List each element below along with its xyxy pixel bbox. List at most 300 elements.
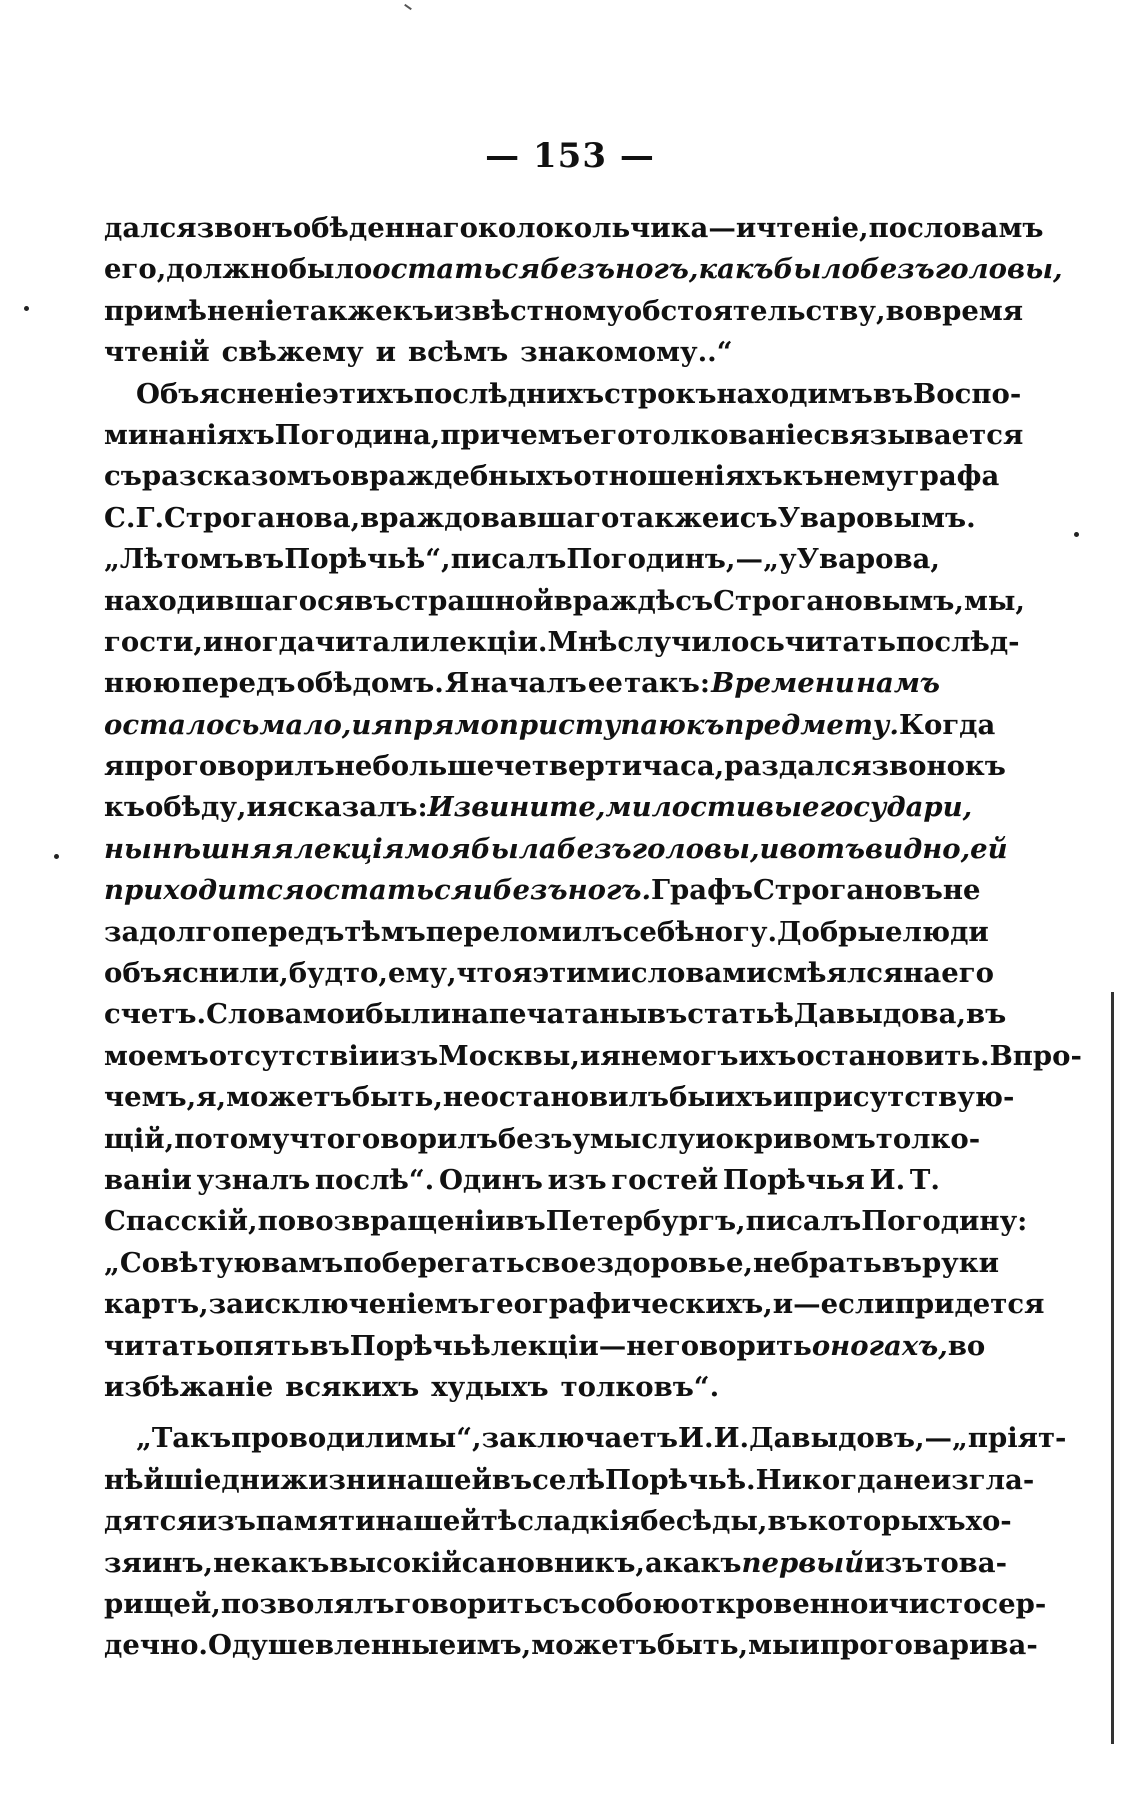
word: нынѣшняя <box>104 832 294 865</box>
word: больше <box>372 750 495 783</box>
word: Москвы, <box>438 1039 580 1072</box>
word: колокольчика—и <box>477 212 757 244</box>
word: Извините, <box>427 791 606 824</box>
text-line <box>104 332 940 373</box>
word: въ <box>881 1246 922 1279</box>
word: головы, <box>631 832 760 865</box>
word: будто, <box>288 957 388 990</box>
word: задолго <box>104 915 231 948</box>
text-line <box>104 1584 1047 1625</box>
word: остановилъ <box>480 1081 669 1114</box>
body-text <box>104 208 1082 1667</box>
text-line <box>104 994 1007 1035</box>
word: отсутствіи <box>208 1039 380 1072</box>
word: и <box>868 1587 889 1620</box>
word: тѣ <box>480 1505 518 1538</box>
word: первый <box>741 1546 865 1579</box>
word: этими <box>532 957 631 990</box>
word: лекціи. <box>430 625 548 658</box>
word: селѣ <box>532 1463 606 1496</box>
word: въ <box>767 1505 808 1538</box>
word: государи, <box>819 791 973 824</box>
word: всякихъ <box>285 1370 420 1403</box>
text-line <box>104 1119 981 1160</box>
scan-speck <box>1074 532 1079 537</box>
word: худыхъ <box>431 1370 549 1403</box>
word: — <box>735 543 764 576</box>
word: Г. <box>135 501 165 534</box>
word: дечно. <box>104 1629 208 1662</box>
word: дался <box>104 212 197 244</box>
word: враждѣ <box>553 584 676 617</box>
word: Строгановъ <box>752 874 943 907</box>
word: свѣжему <box>221 336 364 369</box>
word: иногда <box>202 625 315 658</box>
word: безъ <box>859 253 935 286</box>
word: и <box>759 832 780 865</box>
word: толко- <box>875 1122 981 1155</box>
word: намъ <box>855 667 940 700</box>
word: смѣялся <box>766 957 904 990</box>
word: послѣднихъ <box>413 377 605 410</box>
word: изъ <box>547 1163 607 1196</box>
word: здоровье, <box>596 1246 754 1279</box>
word: время <box>923 294 1024 327</box>
word: „Совѣтую <box>104 1246 262 1279</box>
word: остановить. <box>796 1039 990 1072</box>
text-line <box>104 622 1020 663</box>
word: которыхъ <box>807 1505 966 1538</box>
text-line <box>104 1284 1045 1325</box>
word: свое <box>524 1246 597 1279</box>
word: проговарива- <box>819 1629 1038 1662</box>
word: враждебныхъ <box>350 460 574 493</box>
word: такъ: <box>624 667 711 700</box>
word: находившагося <box>104 584 355 617</box>
word: писалъ <box>450 543 567 576</box>
word: мы, <box>963 584 1025 617</box>
word: статьѣ <box>687 998 794 1031</box>
text-line <box>104 539 940 580</box>
word: не <box>620 1039 659 1072</box>
word: моемъ <box>104 1039 209 1072</box>
word: тѣмъ <box>344 915 426 948</box>
word: можетъ <box>226 1081 352 1114</box>
word: минаніяхъ <box>104 418 275 451</box>
word: не <box>893 1463 931 1496</box>
word: что <box>289 1122 346 1155</box>
word: видно, <box>865 832 971 865</box>
word: брать <box>790 1246 882 1279</box>
text-line <box>104 746 1006 787</box>
word: переломилъ <box>425 915 623 948</box>
text-line <box>104 787 973 828</box>
word: нему <box>823 460 903 493</box>
text-line <box>104 1036 1082 1077</box>
text-line <box>104 663 940 704</box>
word: чтеній <box>104 336 210 369</box>
word: раздался <box>724 750 872 783</box>
word: страшной <box>394 584 554 617</box>
word: Времени <box>711 667 855 700</box>
word: о <box>715 1122 734 1155</box>
word: а <box>645 1546 663 1579</box>
word: послѣд- <box>895 625 1020 658</box>
word: ногъ. <box>567 874 652 907</box>
word: Уварова, <box>796 543 940 576</box>
word: Строгановымъ, <box>713 584 964 617</box>
word: Погодинъ, <box>566 543 736 576</box>
word: какъ <box>698 253 774 286</box>
paragraph-gap <box>104 1408 940 1418</box>
word: говорить <box>394 1587 543 1620</box>
word: Впро- <box>989 1039 1082 1072</box>
word: его, <box>104 253 167 286</box>
word: придется <box>894 1288 1045 1321</box>
word: по <box>868 212 908 244</box>
text-line <box>104 1243 1000 1284</box>
word: четверти <box>494 750 643 783</box>
word: съ <box>542 1587 581 1620</box>
word: сказалъ: <box>287 791 428 824</box>
text-line <box>104 1460 1035 1501</box>
word: чемъ, <box>104 1081 197 1114</box>
word: Одинъ <box>438 1163 543 1196</box>
word: мало, <box>259 708 352 741</box>
text-line <box>104 291 1024 332</box>
word: безъ <box>540 253 616 286</box>
word: исключеніемъ <box>244 1288 480 1321</box>
word: остаться <box>304 874 473 907</box>
word: приступаю <box>498 708 686 741</box>
word: объяснили, <box>104 957 289 990</box>
word: Одушевленные <box>208 1629 457 1662</box>
word: нашей <box>386 1463 492 1496</box>
word: „Лѣтомъ <box>104 543 244 576</box>
word: къ <box>392 294 434 327</box>
word: проводили <box>231 1422 405 1455</box>
word: нашей <box>375 1505 481 1538</box>
word: въ <box>505 1205 546 1238</box>
word: была <box>470 832 557 865</box>
word: потому <box>174 1122 290 1155</box>
word: узналъ <box>196 1163 311 1196</box>
word: Объясненіе <box>136 377 323 410</box>
word: Порѣчьѣ. <box>605 1463 756 1496</box>
word: о <box>331 460 351 493</box>
word: ей <box>970 832 1008 865</box>
scan-speck <box>54 854 59 859</box>
word: вотъ <box>779 832 866 865</box>
word: „пріят- <box>952 1422 1067 1455</box>
word: Когда <box>898 708 996 741</box>
word: зяинъ, <box>104 1546 214 1579</box>
word: Мнѣ <box>547 625 618 658</box>
word: осталось <box>104 708 260 741</box>
word: читать <box>784 625 896 658</box>
word: въ <box>243 543 285 576</box>
word: въ <box>309 1329 350 1362</box>
word: также <box>619 501 720 534</box>
word: изгла- <box>930 1463 1035 1496</box>
word: и <box>695 1122 716 1155</box>
word: словамъ <box>907 212 1044 244</box>
text-line <box>104 581 1025 622</box>
word: чистосер- <box>888 1587 1047 1620</box>
word: высокій <box>329 1546 462 1579</box>
text-line <box>104 829 1008 870</box>
word: находимъ <box>716 377 873 410</box>
word: толкованіе <box>635 418 814 451</box>
word: мы“, <box>404 1422 482 1455</box>
word: сладкія <box>517 1505 641 1538</box>
word: бы <box>668 1081 715 1114</box>
word: присутствую- <box>793 1081 1015 1114</box>
word: Порѣчьѣ“, <box>284 543 451 576</box>
word: въ <box>966 998 1007 1031</box>
word: Строганова, <box>164 501 361 534</box>
word: и <box>772 1081 794 1114</box>
word: толковъ“. <box>560 1370 720 1403</box>
word: Уваровымъ. <box>777 501 976 534</box>
word: Спасскій, <box>104 1205 258 1238</box>
word: нюю <box>104 667 181 700</box>
text-line <box>104 249 1063 290</box>
word: писалъ <box>745 1205 862 1238</box>
word: я <box>266 791 288 824</box>
word: откровенно <box>680 1587 869 1620</box>
margin-rule <box>1111 992 1114 1744</box>
text-line <box>104 456 1000 497</box>
word: прямо <box>393 708 499 741</box>
word: графа <box>902 460 1000 493</box>
word: кривомъ <box>733 1122 876 1155</box>
word: въ <box>354 584 395 617</box>
text-line <box>104 1543 1008 1584</box>
word: не <box>213 1546 251 1579</box>
text-line <box>104 374 1022 415</box>
text-line <box>104 1418 1067 1459</box>
word: Погодина, <box>274 418 441 451</box>
word: лекціи—не <box>490 1329 664 1362</box>
word: милостивые <box>605 791 820 824</box>
word: ногахъ, <box>830 1329 948 1362</box>
word: люди <box>902 915 989 948</box>
word: Порѣчья <box>722 1163 865 1196</box>
word: И. <box>678 1422 714 1455</box>
text-line <box>104 1326 986 1367</box>
word: мои <box>302 998 366 1031</box>
word: проговорилъ <box>124 750 335 783</box>
word: началъ <box>470 667 587 700</box>
word: было <box>773 253 860 286</box>
word: я, <box>196 1081 227 1114</box>
scan-speck <box>24 306 29 311</box>
word: съ <box>104 460 142 493</box>
text-line <box>104 1501 1012 1542</box>
word: должно <box>166 253 289 286</box>
word: опять <box>215 1329 310 1362</box>
word: быть, <box>656 1629 749 1662</box>
word: Т. <box>909 1163 940 1196</box>
word: читать <box>104 1329 216 1362</box>
word: дни <box>221 1463 281 1496</box>
word: возвращеніи <box>296 1205 506 1238</box>
word: С. <box>104 501 136 534</box>
word: ваніи <box>104 1163 192 1196</box>
word: „Такъ <box>136 1422 232 1455</box>
word: причемъ <box>440 418 583 451</box>
word: Воспо- <box>913 377 1022 410</box>
word: Добрые <box>777 915 903 948</box>
text-line <box>104 1625 1038 1666</box>
word: умыслу <box>572 1122 696 1155</box>
text-line <box>104 912 989 953</box>
word: звонокъ <box>871 750 1006 783</box>
word: о <box>811 1329 831 1362</box>
word: я <box>371 708 394 741</box>
word: приходится <box>104 874 305 907</box>
word: и <box>375 336 396 369</box>
word: отношеніяхъ <box>573 460 783 493</box>
word: И. <box>869 1163 906 1196</box>
word: Давыдовъ,— <box>749 1422 953 1455</box>
word: изъ <box>379 1039 439 1072</box>
word: изъ <box>864 1546 924 1579</box>
text-line <box>104 705 996 746</box>
word: себѣ <box>622 915 695 948</box>
word: Слова <box>206 998 303 1031</box>
word: во <box>947 1329 986 1362</box>
word: мы <box>748 1629 800 1662</box>
word: хо- <box>965 1505 1012 1538</box>
word: знакомому..“ <box>520 336 733 369</box>
word: Порѣчьѣ <box>349 1329 491 1362</box>
text-line <box>104 1077 1015 1118</box>
word: обѣду, <box>144 791 247 824</box>
word: что <box>456 957 513 990</box>
word: изъ <box>196 1505 256 1538</box>
word: къ <box>782 460 824 493</box>
word: и <box>246 791 267 824</box>
word: и <box>472 874 493 907</box>
word: говорилъ <box>345 1122 498 1155</box>
text-line <box>104 1201 1028 1242</box>
word: счетъ. <box>104 998 207 1031</box>
word: я <box>104 750 125 783</box>
word: Никогда <box>755 1463 894 1496</box>
word: и <box>351 708 372 741</box>
word: могъ <box>658 1039 739 1072</box>
word: Погодину: <box>861 1205 1028 1238</box>
word: передъ <box>181 667 296 700</box>
word: дятся <box>104 1505 197 1538</box>
word: по <box>257 1205 297 1238</box>
word: было <box>288 253 373 286</box>
word: и <box>799 1629 820 1662</box>
word: въ <box>647 998 688 1031</box>
word: ногу. <box>694 915 778 948</box>
word: И. <box>713 1422 750 1455</box>
word: враждовавшаго <box>360 501 620 534</box>
word: съ <box>739 501 778 534</box>
word: Петербургъ, <box>545 1205 746 1238</box>
word: географическихъ, <box>479 1288 773 1321</box>
word: не <box>442 1081 481 1114</box>
text-line <box>104 498 976 539</box>
word: его <box>941 957 994 990</box>
word: предмету. <box>724 708 899 741</box>
word: „у <box>763 543 797 576</box>
word: разсказомъ <box>141 460 332 493</box>
word: также <box>292 294 393 327</box>
word: позволялъ <box>220 1587 395 1620</box>
word: избѣжаніе <box>104 1370 274 1403</box>
text-line <box>104 1367 940 1408</box>
word: вамъ <box>261 1246 344 1279</box>
word: напечатаны <box>450 998 648 1031</box>
word: я <box>512 957 533 990</box>
word: поберегать <box>343 1246 525 1279</box>
word: звонъ <box>196 212 293 244</box>
page-number: — 153 — <box>485 136 655 176</box>
word: словами <box>630 957 767 990</box>
text-line <box>104 953 994 994</box>
text-line <box>104 870 981 911</box>
word: картъ, <box>104 1288 209 1321</box>
word: имъ, <box>456 1629 532 1662</box>
word: ногъ, <box>615 253 699 286</box>
word: примѣненіе <box>104 294 293 327</box>
word: случилось <box>617 625 785 658</box>
word: обѣденнаго <box>292 212 478 244</box>
word: въ <box>872 377 914 410</box>
word: не <box>942 874 981 907</box>
word: строкъ <box>604 377 717 410</box>
word: читали <box>314 625 430 658</box>
word: жизни <box>280 1463 387 1496</box>
word: Давыдова, <box>793 998 967 1031</box>
text-line <box>104 1160 940 1201</box>
word: безъ <box>556 832 632 865</box>
word: послѣ“. <box>314 1163 435 1196</box>
word: заключаетъ <box>481 1422 678 1455</box>
word: на <box>903 957 942 990</box>
word: бесѣды, <box>640 1505 768 1538</box>
word: за <box>208 1288 244 1321</box>
text-line <box>104 415 1024 456</box>
word: быть, <box>351 1081 443 1114</box>
word: связывается <box>813 418 1024 451</box>
word: собою <box>580 1587 681 1620</box>
word: памяти <box>255 1505 376 1538</box>
word: Я <box>444 667 470 700</box>
word: и <box>719 501 740 534</box>
word: часа, <box>642 750 725 783</box>
word: и <box>579 1039 601 1072</box>
word: какъ <box>250 1546 330 1579</box>
word: съ <box>675 584 714 617</box>
word: безъ <box>492 874 568 907</box>
word: не <box>334 750 373 783</box>
word: головы, <box>934 253 1063 286</box>
word: и—если <box>772 1288 895 1321</box>
word: я <box>600 1039 621 1072</box>
word: этихъ <box>322 377 414 410</box>
word: всѣмъ <box>408 336 509 369</box>
word: лекція <box>293 832 405 865</box>
word: рищей, <box>104 1587 221 1620</box>
